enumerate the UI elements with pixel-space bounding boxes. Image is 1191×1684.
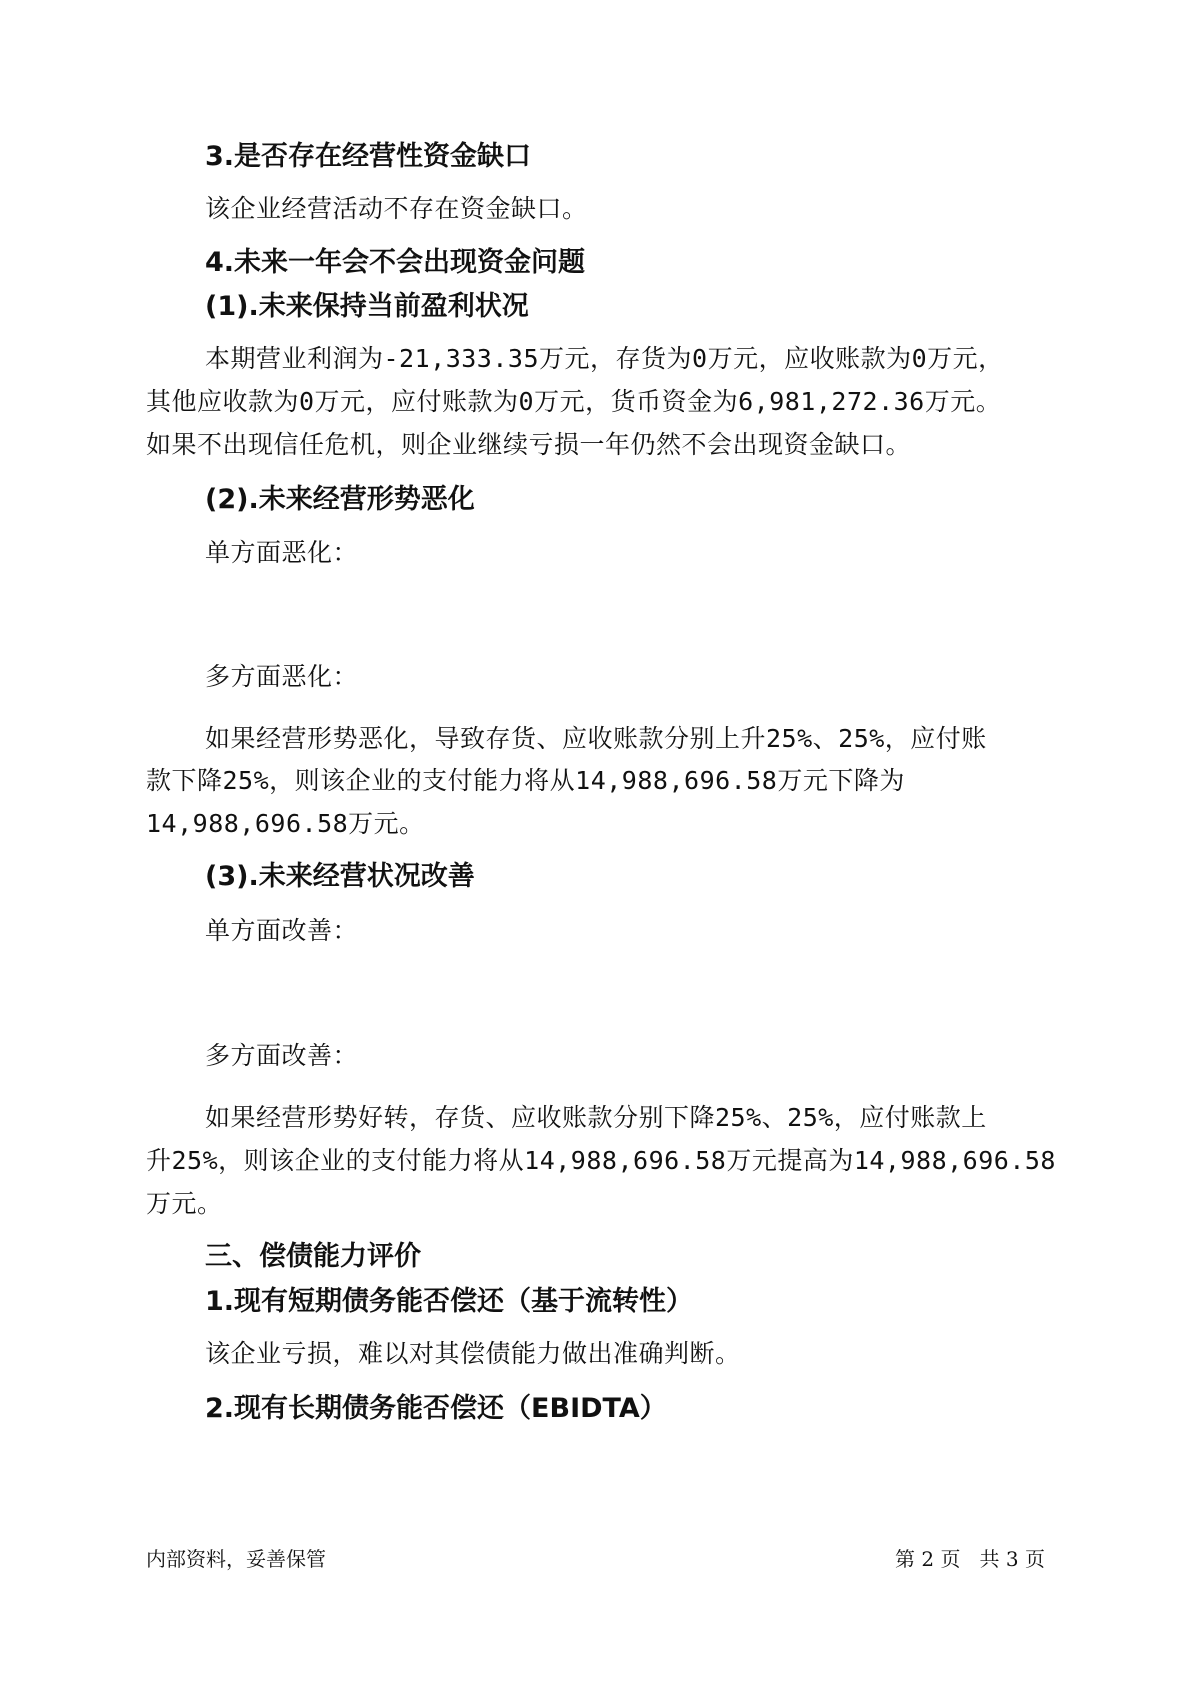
section-heading: 4.未来一年会不会出现资金问题 xyxy=(205,247,586,278)
label: 多方面恶化： xyxy=(205,662,359,691)
label: 单方面改善： xyxy=(205,916,359,945)
paragraph-line: 万元。 xyxy=(146,1189,223,1218)
label: 单方面恶化： xyxy=(205,538,359,567)
paragraph: 该企业经营活动不存在资金缺口。 xyxy=(205,194,588,223)
paragraph-line: 其他应收款为0万元，应付账款为0万元，货币资金为6,981,272.36万元。 xyxy=(146,387,1002,416)
subsection-heading: (3).未来经营状况改善 xyxy=(205,861,475,892)
paragraph: 该企业亏损，难以对其偿债能力做出准确判断。 xyxy=(205,1339,741,1368)
footer-note: 内部资料，妥善保管 xyxy=(146,1547,326,1571)
subsection-heading: (2).未来经营形势恶化 xyxy=(205,484,475,515)
paragraph-line: 本期营业利润为-21,333.35万元，存货为0万元，应收账款为0万元， xyxy=(205,344,1004,373)
paragraph-line: 如果不出现信任危机，则企业继续亏损一年仍然不会出现资金缺口。 xyxy=(146,430,912,459)
section-heading: 3.是否存在经营性资金缺口 xyxy=(205,141,532,172)
paragraph-line: 如果经营形势恶化，导致存货、应收账款分别上升25%、25%，应付账 xyxy=(205,724,987,753)
paragraph-line: 款下降25%，则该企业的支付能力将从14,988,696.58万元下降为 xyxy=(146,766,905,795)
section-heading: 2.现有长期债务能否偿还（EBIDTA） xyxy=(205,1393,667,1424)
section-heading: 1.现有短期债务能否偿还（基于流转性） xyxy=(205,1286,694,1317)
section-heading: 三、偿债能力评价 xyxy=(205,1241,421,1272)
paragraph-line: 升25%，则该企业的支付能力将从14,988,696.58万元提高为14,988,696.58 xyxy=(146,1146,1056,1175)
page-number: 第 2 页 共 3 页 xyxy=(895,1547,1045,1571)
paragraph-line: 如果经营形势好转，存货、应收账款分别下降25%、25%，应付账款上 xyxy=(205,1103,987,1132)
subsection-heading: (1).未来保持当前盈利状况 xyxy=(205,291,529,322)
label: 多方面改善： xyxy=(205,1041,359,1070)
paragraph-line: 14,988,696.58万元。 xyxy=(146,809,425,838)
